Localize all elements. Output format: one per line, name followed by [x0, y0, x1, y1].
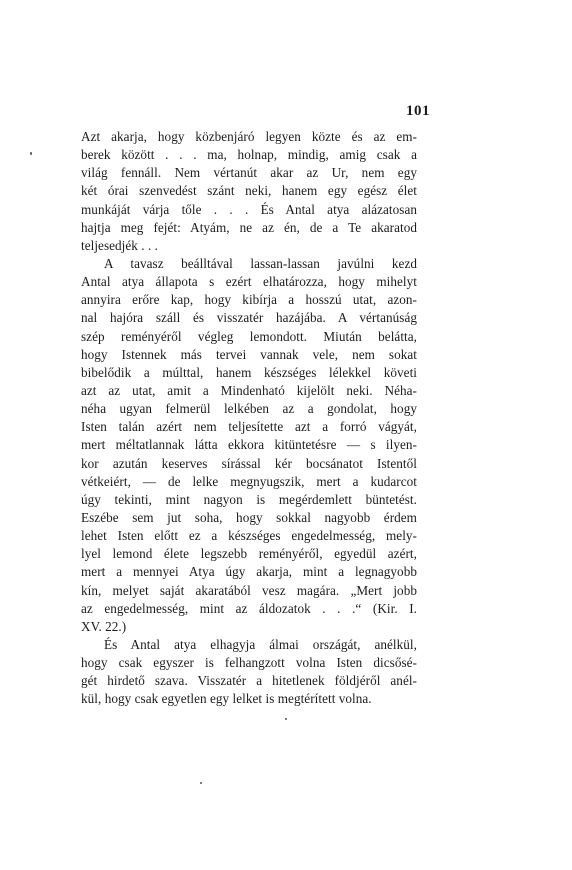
text-line: szép reményéről végleg lemondott. Miután belátta,: [81, 328, 417, 344]
text-line: lyel lemond élete legszebb reményéről, egyedül azért,: [81, 546, 417, 562]
scan-speck: [285, 718, 287, 720]
text-line: lehet Isten előtt ez a készséges engedelmesség, mely-: [81, 528, 417, 544]
text-line: kor azután keserves sírással kér bocsánatot Istentől: [81, 455, 417, 471]
text-line: vétkeiért, — de lelke megnyugszik, mert a kudarcot: [81, 473, 417, 489]
text-line: teljesedjék . . .: [81, 237, 159, 253]
text-line: Azt akarja, hogy közbenjáró legyen közte és az em-: [81, 129, 417, 144]
text-line: munkáját várja tőle . . . És Antal atya alázatosan: [81, 201, 417, 217]
text-line: Eszébe sem jut soha, hogy sokkal nagyobb érdem: [81, 509, 417, 525]
text-line: Isten talán azért nem teljesítette azt a forró vágyát,: [81, 419, 417, 435]
text-line: nal hajóra száll és visszatér hazájába. A vértanúság: [81, 310, 417, 326]
text-line: hogy Istennek más tervei vannak vele, nem sokat: [81, 346, 417, 362]
text-line: azt az utat, amit a Mindenható kijelölt neki. Néha-: [81, 382, 417, 398]
scan-speck: [200, 782, 202, 784]
text-line: XV. 22.): [81, 618, 127, 634]
text-line: Antal atya állapota s ezért elhatározza, hogy mihelyt: [81, 274, 417, 290]
text-line: berek között . . . ma, holnap, mindig, amig csak a: [81, 147, 417, 163]
text-line: kín, melyet saját akaratából vesz magára. „Mert jobb: [81, 582, 417, 598]
text-line: annyira erőre kap, hogy kibírja a hosszú utat, azon-: [81, 292, 417, 308]
page-number: 101: [406, 103, 430, 119]
text-line: kül, hogy csak egyetlen egy lelket is megtérített volna.: [81, 691, 372, 707]
scan-speck: [30, 152, 32, 155]
body-text: [81, 128, 417, 709]
text-line: világ fennáll. Nem vértanút akar az Ur, nem egy: [81, 165, 417, 181]
text-line: mert méltatlannak látta ekkora kitüntetésre — s ilyen-: [81, 437, 417, 453]
text-line: az engedelmesség, mint az áldozatok . . .“ (Kir. I.: [81, 600, 417, 616]
text-line: hogy csak egyszer is felhangzott volna Isten dicsősé-: [81, 655, 417, 671]
text-line: A tavasz beálltával lassan-lassan javúlni kezd: [104, 255, 417, 271]
text-line: gét hirdető szava. Visszatér a hitetlenek földjéről anél-: [81, 673, 417, 689]
text-line: mert a mennyei Atya úgy akarja, mint a legnagyobb: [81, 564, 417, 580]
text-line: És Antal atya elhagyja álmai országát, anélkül,: [104, 636, 417, 652]
text-line: úgy tekinti, mint nagyon is megérdemlett büntetést.: [81, 491, 417, 507]
text-line: néha ugyan felmerül lelkében az a gondolat, hogy: [81, 401, 417, 417]
text-line: bibelődik a múlttal, hanem készséges lélekkel követi: [81, 364, 417, 380]
text-line: hajtja meg fejét: Atyám, ne az én, de a Te akaratod: [81, 219, 417, 235]
text-line: két órai szenvedést szánt neki, hanem egy egész élet: [81, 183, 417, 199]
